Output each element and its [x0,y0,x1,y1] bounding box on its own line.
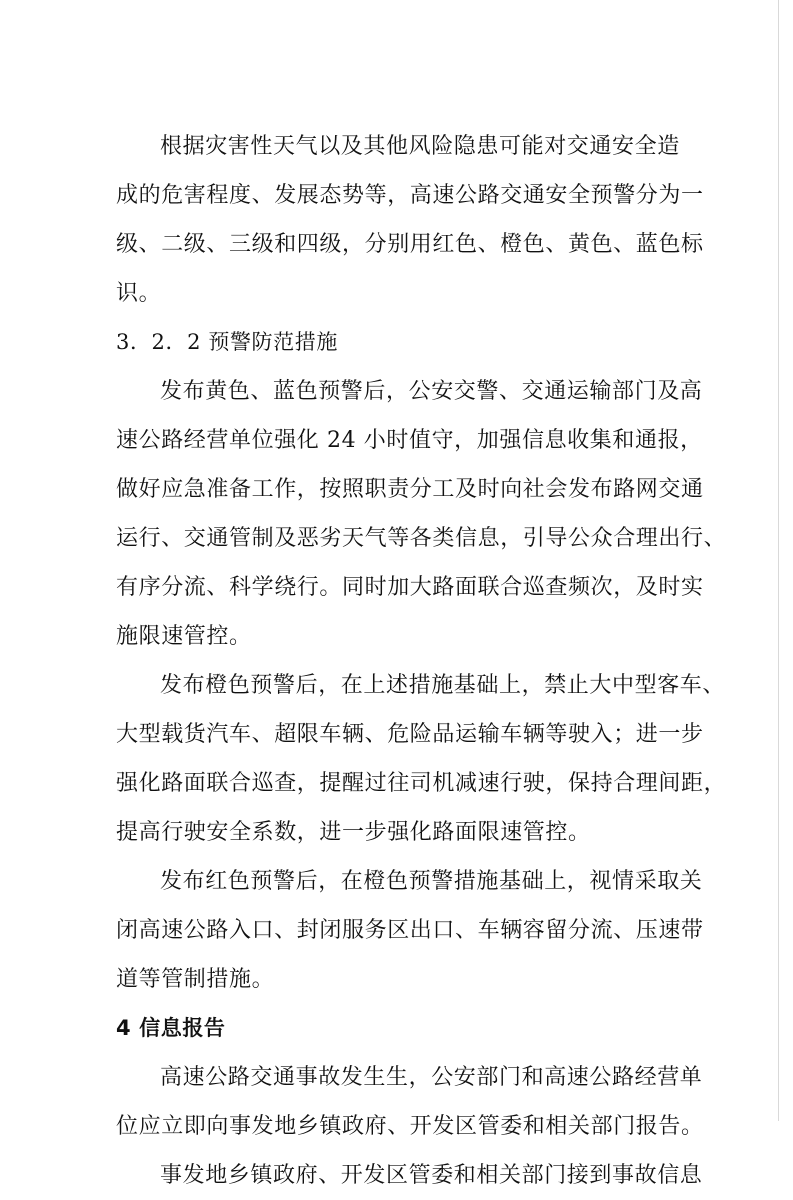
section-heading-4: 4 信息报告 [116,1016,226,1040]
body-text-line: 强化路面联合巡查，提醒过往司机减速行驶，保持合理间距， [116,771,727,796]
body-text-line: 成的危害程度、发展态势等，高速公路交通安全预警分为一 [116,183,704,208]
body-text-line: 施限速管控。 [116,624,252,649]
body-text-line: 高速公路交通事故发生生，公安部门和高速公路经营单 [160,1065,703,1090]
body-text-line: 运行、交通管制及恶劣天气等各类信息，引导公众合理出行、 [116,526,727,551]
body-text-line: 发布黄色、蓝色预警后，公安交警、交通运输部门及高 [160,379,703,404]
body-text-line: 识。 [116,281,162,306]
page-edge-line [778,0,779,1121]
body-text-line: 事发地乡镇政府、开发区管委和相关部门接到事故信息 [160,1163,703,1188]
body-text-line: 根据灾害性天气以及其他风险隐患可能对交通安全造 [160,134,680,159]
body-text-line: 位应立即向事发地乡镇政府、开发区管委和相关部门报告。 [116,1114,704,1139]
document-body [116,122,727,1200]
body-text-line: 大型载货汽车、超限车辆、危险品运输车辆等驶入；进一步 [116,722,704,747]
body-text-line: 级、二级、三级和四级，分别用红色、橙色、黄色、蓝色标 [116,232,704,257]
body-text-line: 提高行驶安全系数，进一步强化路面限速管控。 [116,820,591,845]
body-text-line: 速公路经营单位强化 24 小时值守，加强信息收集和通报， [116,428,703,453]
body-text-line: 发布红色预警后，在橙色预警措施基础上，视情采取关 [160,869,703,894]
body-text-line: 道等管制措施。 [116,967,275,992]
body-text-line: 发布橙色预警后，在上述措施基础上，禁止大中型客车、 [160,673,726,698]
body-text-line: 闭高速公路入口、封闭服务区出口、车辆容留分流、压速带 [116,918,704,943]
section-heading-3-2-2: 3．2．2 预警防范措施 [116,330,338,354]
body-text-line: 做好应急准备工作，按照职责分工及时向社会发布路网交通 [116,477,704,502]
body-text-line: 有序分流、科学绕行。同时加大路面联合巡查频次，及时实 [116,575,704,600]
